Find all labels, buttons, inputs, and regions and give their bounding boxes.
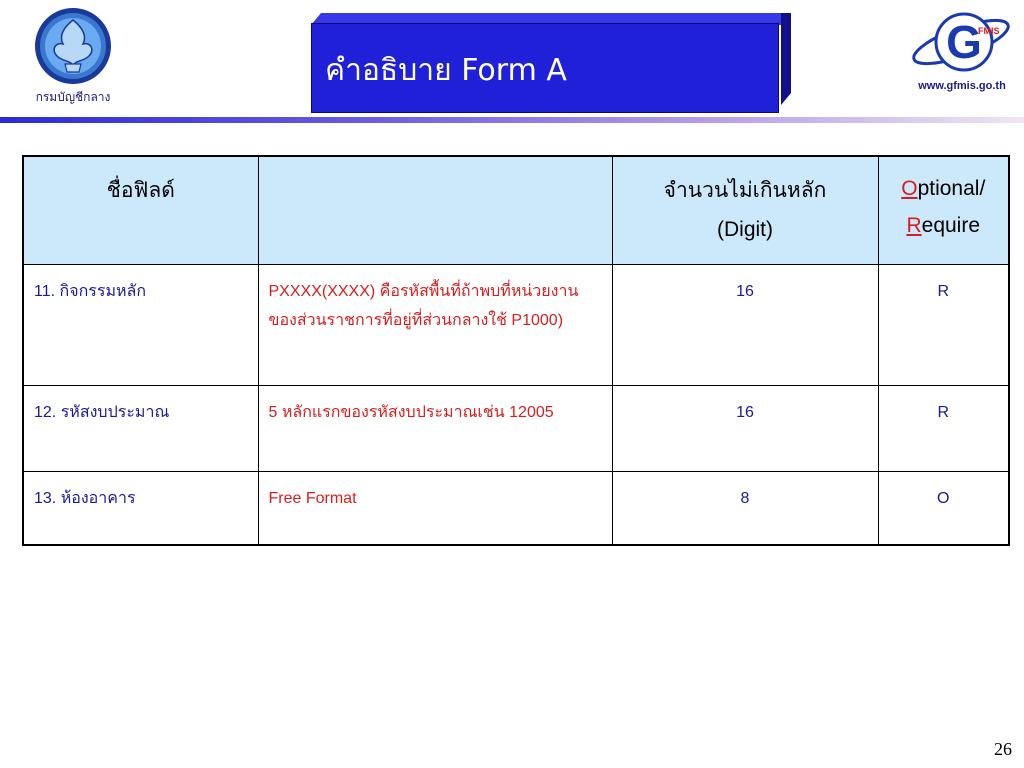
header-digit-line2: (Digit) xyxy=(717,217,773,241)
field-description-table xyxy=(22,155,1008,546)
fmis-logo-text: FMIS xyxy=(978,26,1000,36)
table-row xyxy=(23,264,1009,385)
header-digit-line1: จำนวนไม่เกินหลัก xyxy=(663,178,827,202)
field-name-cell: 13. ห้องอาคาร xyxy=(23,471,258,545)
header-optional-letter: O xyxy=(901,177,918,200)
field-digit-cell: 16 xyxy=(612,385,878,471)
slide-title-box xyxy=(311,13,791,105)
field-requirement-cell: R xyxy=(878,264,1009,385)
header-optional-require xyxy=(878,156,1009,264)
gfmis-logo xyxy=(906,6,1016,78)
field-description-cell: PXXXX(XXXX) คือรหัสพื้นที่ถ้าพบที่หน่วยงานของส่วนราชการที่อยู่ที่ส่วนกลางใช้ P1000) xyxy=(258,264,612,385)
field-name-cell: 12. รหัสงบประมาณ xyxy=(23,385,258,471)
slide-title: คำอธิบาย Form A xyxy=(325,53,567,88)
header-digit xyxy=(612,156,878,264)
field-digit-cell: 16 xyxy=(612,264,878,385)
header-field-name: ชื่อฟิลด์ xyxy=(23,156,258,264)
department-logo xyxy=(33,6,113,86)
page-number: 26 xyxy=(994,739,1012,759)
header-divider xyxy=(0,117,1024,123)
table-row xyxy=(23,471,1009,545)
field-requirement-cell: R xyxy=(878,385,1009,471)
header-require-rest: equire xyxy=(921,213,981,237)
organization-name: กรมบัญชีกลาง xyxy=(35,90,111,104)
field-description-cell: 5 หลักแรกของรหัสงบประมาณเช่น 12005 xyxy=(258,385,612,471)
field-requirement-cell: O xyxy=(878,471,1009,545)
website-url[interactable]: www.gfmis.go.th xyxy=(918,80,1006,92)
header-require-letter: R xyxy=(906,213,922,237)
header-description xyxy=(258,156,612,264)
table-row xyxy=(23,385,1009,471)
field-name-cell: 11. กิจกรรมหลัก xyxy=(23,264,258,385)
field-description-cell: Free Format xyxy=(258,471,612,545)
header-optional-rest: ptional/ xyxy=(917,177,986,200)
field-digit-cell: 8 xyxy=(612,471,878,545)
svg-text:G: G xyxy=(946,16,982,68)
table-header-row xyxy=(23,156,1009,264)
